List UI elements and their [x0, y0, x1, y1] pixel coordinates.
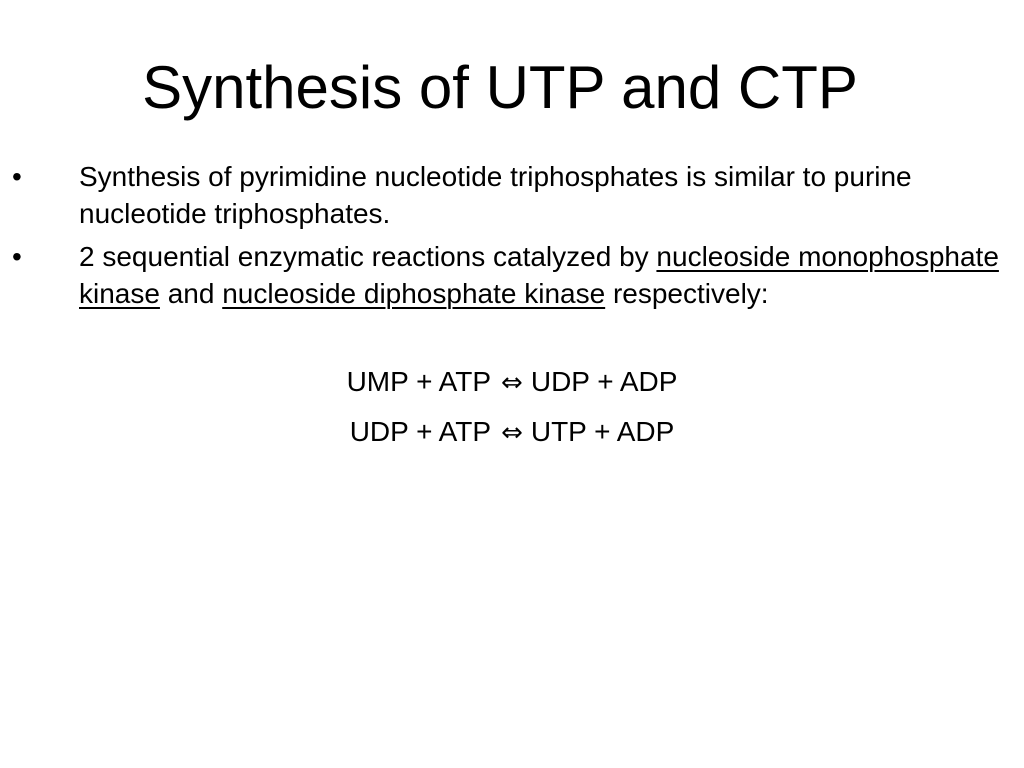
equation-reactants: UDP + ATP [349, 416, 492, 447]
equilibrium-arrow-icon: ⇔ [501, 418, 523, 448]
bullet-marker: • [12, 241, 22, 272]
bullet-text: Synthesis of pyrimidine nucleotide triphosphates is similar to purine nucleotide triphosphates. [79, 161, 912, 229]
bullet-list [0, 158, 1010, 318]
equilibrium-arrow-icon: ⇔ [501, 368, 523, 398]
bullet-marker: • [12, 161, 22, 192]
slide-title: Synthesis of UTP and CTP [142, 54, 858, 121]
equation-products: UDP + ADP [530, 366, 678, 397]
bullet-item [0, 158, 1010, 232]
equation-products: UTP + ADP [530, 416, 675, 447]
enzyme-name-monophosphate-kinase: nucleoside monophosphate kinase [79, 241, 999, 309]
bullet-text-intro: 2 sequential enzymatic reactions catalyzed by [79, 241, 657, 272]
reaction-equations [0, 362, 1024, 462]
equation-row [0, 362, 1024, 412]
equation-row [0, 412, 1024, 462]
bullet-text-outro: respectively: [605, 278, 769, 309]
bullet-item [0, 238, 1010, 312]
enzyme-name-diphosphate-kinase: nucleoside diphosphate kinase [222, 278, 606, 309]
bullet-text-and: and [159, 278, 223, 309]
equation-reactants: UMP + ATP [346, 366, 492, 397]
